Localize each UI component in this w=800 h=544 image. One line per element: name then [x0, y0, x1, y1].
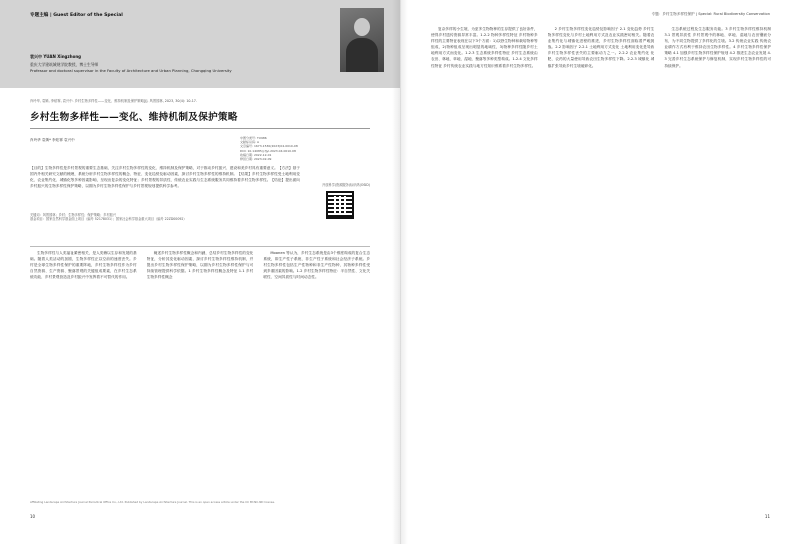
guest-editor-name: 袁兴中 YUAN Xingzhong [30, 54, 82, 59]
article-authors: 肖玲华 袁嫣* 李炫霏 袁兴中 [30, 138, 75, 142]
keywords: 关键词：风景园林；乡村；生物多样性；保护策略；乡村振兴 [30, 213, 117, 217]
article-title: 乡村生物多样性——变化、维持机制及保护策略 [30, 112, 238, 123]
metadata-line: 文献标识码: A [240, 140, 260, 145]
body-column-3: Moonen 等认为，乡村生态系统是由3个维度构成的复合生态系统，即生产性子系统、非生产性子系统和社会经济子系统。乡村生物多样性包括生产性物种和非生产性物种，其物种多样性受到多重因素的影响。1.2 乡村生物多样性特征：半自然性、文化关联性、空间异质性与时间动态性。 [263, 251, 371, 280]
metadata-line: 中图分类号: TU986 [240, 136, 267, 140]
metadata-line: 文章编号: 1673-1530(2023)04-0010-08 [240, 144, 298, 149]
right-page [400, 0, 800, 544]
citation-line: 肖玲华, 袁嫣, 李炫霏, 袁兴中. 乡村生物多样性——变化、维持机制及保护策略[J]. 风景园林, 2023, 30(4): 10-17. [30, 99, 197, 103]
article-metadata [240, 136, 370, 161]
metadata-line: DOI: 10.14085/j.fjyl.2023.04.0010.08 [240, 148, 296, 153]
left-body-columns [30, 250, 370, 500]
abstract-text: 【目的】生物多样性是乡村景观的重要生态基础，关注乡村生物多样性的变化、维持机制及保护策略，对于推动乡村振兴、建设和美乡村具有重要意义。【方法】基于国内外相关研究文献的梳理，系统分析乡村生物多样性的概念、特征、变化趋势及驱动因素，探讨乡村生物多样性的维持机制。【结果】乡村生物多样性受土地利用变化、农业集约化、城镇化等多种因素影响，呈现出复杂的变化特征；乡村景观的异质性、传统农业实践与生态系统服务共同维持着乡村生物多样性。【结论】提出面向乡村振兴的生物多样性保护策略，以期为乡村生物多样性保护与乡村景观规划提供科学参考。 [30, 166, 300, 189]
body-column-3: 生态系统过程及生态服务功能。3 乡村生物多样性维持机制 3.1 景观异质性 乡村景观中的林地、草地、湿地与农田镶嵌分布，为不同生物提供了多样化的生境。3.2 传统农业实践 传统农业耕作方式有利于维持农田生物多样性。4 乡村生物多样性保护策略 4.1 加强乡村生物多样性保护规划 4.2 推进生态农业发展 4.3 完善乡村生态系统保护与修复机制，实现乡村生物多样性的可持续保护。 [664, 27, 772, 68]
body-column-2: 2 乡村生物多样性变化趋势及影响因子 2.1 变化趋势 乡村生物多样性变化与乡村土地利用方式及农业实践密切相关。随着农业集约化与城镇化进程的推进，乡村生物多样性面临着严峻挑战。2.2 影响因子 2.2.1 土地利用方式变化 土地利用变化是导致乡村生物多样性丧失的主要驱动力之一。2.2.2 农业集约化 化肥、农药的大量使用导致农田生物多样性下降。2.2.3 城镇化 城镇扩张导致乡村生境破碎化。 [547, 27, 655, 68]
qr-code-icon[interactable] [326, 191, 354, 219]
right-body-columns [431, 26, 771, 504]
running-head: 专题：乡村生物多样性保护 | Special: Rural Biodiversity Conservation [651, 12, 770, 16]
metadata-line: 收稿日期: 2022-12-01 [240, 152, 272, 157]
abstract-divider [30, 246, 370, 247]
qr-block [308, 183, 370, 219]
guest-editor-title-cn: 重庆大学建筑城规学院教授，博士生导师 [30, 62, 99, 67]
guest-editor-title-en: Professor and doctoral supervisor in the Faculty of Architecture and Urban Planning, Chongqing University [30, 68, 232, 73]
metadata-line: 修回日期: 2023-02-09 [240, 157, 272, 162]
title-divider [30, 128, 370, 129]
portrait-photo-icon [340, 8, 384, 72]
guest-editor-banner [0, 0, 400, 88]
body-column-1: 复杂多样的小生境，为更多生物物种的生存提供了良好条件，使得乡村遗传资源异常丰富。1.2.2 物种多样性特征 乡村物种多样性的主要特征表现在以下3个方面：1)以野生物种和栽培物种等组成，2)物种组成呈现出明显的地域性，3)物种多样性随乡村土地利用方式而变化。1.2.3 生态系统多样性特征 乡村生态系统由农田、林地、草地、湿地、聚落等多种类型构成。1.2.4 文化多样性特征 乡村传统农业实践与地方性知识维系着乡村生物多样性。 [431, 27, 538, 68]
abstract-section [30, 165, 300, 233]
copyright-footer: Affiliating Landscape Architecture Journal Periodical Office Co., Ltd. Published by Landscape Architecture Journal. This is an open access article under the CC BY-NC-ND license. [30, 500, 275, 504]
qr-label: 开放科学(资源服务)标识码(OSID) [322, 183, 370, 187]
fund-info: 基金项目：国家自然科学基金面上项目（编号 52178031）；国家社会科学基金重大项目（编号 22ZD00092） [30, 217, 187, 222]
body-column-1: 生物多样性与人类福祉紧密相关，是人类赖以生存和发展的基础。随着人类活动的加剧，生物多样性正以空前的速度丧失。乡村是全球生物多样性保护的重要阵地，乡村生物多样性作为乡村自然资源、生产资源、聚落景观的关键组成要素，在乡村生态系统功能、乡村景观营造及乡村振兴中发挥着不可替代的作用。 [30, 251, 137, 280]
page-number-right: 11 [764, 514, 770, 519]
page-number-left: 10 [30, 514, 36, 519]
guest-editor-label: 专题主编 | Guest Editor of the Special [30, 13, 123, 18]
body-column-2: 阐述乡村生物多样性概念和内涵，总结乡村生物多样性的变化特征，分析其变化驱动因素，探讨乡村生物多样性维持机制，并提出乡村生物多样性保护策略，以期为乡村生物多样性保护与可持续管理提供科学依据。1 乡村生物多样性概念及特征 1.1 乡村生物多样性概念 [146, 251, 254, 280]
